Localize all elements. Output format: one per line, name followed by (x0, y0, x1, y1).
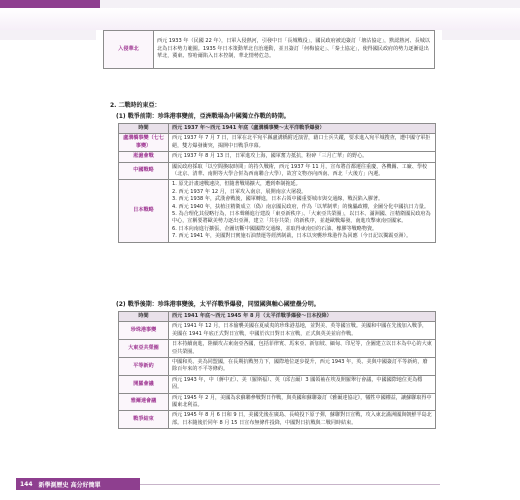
row-label: 大東亞共榮圈 (119, 340, 169, 358)
row-label: 戰爭結束 (119, 411, 169, 429)
list-item: 1. 原先計畫速戰速決，但隨著戰場擴大，遭到牽制拖延。 (172, 181, 301, 188)
table-row (119, 411, 436, 429)
document-page (96, 30, 442, 482)
part1-table (118, 123, 436, 243)
table-row (119, 322, 436, 340)
row-text: 西元 1937 年 8 月 13 日，日軍進攻上海，國軍奮力抵抗，粉碎「三月亡華」的野心。 (169, 152, 436, 162)
row-list (169, 180, 436, 242)
table-row (119, 393, 436, 411)
page-number: 144 (20, 480, 33, 488)
table-row (119, 358, 436, 376)
header-label: 時間 (119, 124, 169, 134)
list-item: 5. 為合理化其侵略行為，日本聲稱進行建設「東亞新秩序」、「大東亞共榮圈」，以日本、滿洲國、汪精衛國民政府為中心，宣稱要將歐美勢力逐出亞洲，建立「共存共榮」的新秩序，並趁歐戰爆發，南進攻擊東南亞國家。 (172, 211, 431, 225)
table-row (119, 180, 436, 242)
book-title: 新學測歷史 高分好簡單 (38, 481, 101, 489)
row-text: 國民政府採取「以空間換取時間」的持久戰術，西元 1937 年 11 月，宣布將首都遷往重慶，各機關、工廠、學校（北京、清華、南開等大學合併為西南聯合大學），故宮文物亦向西南、西北「大後方」內遷。 (169, 162, 436, 180)
row-label: 雅爾達會議 (119, 393, 169, 411)
table-row (119, 375, 436, 393)
row-text: 西元 1945 年 2 月，美國為求蘇聯參戰對日作戰，與英國和蘇聯簽訂《雅爾達協定》，犧牲中國權益，讓蘇聯取得中國東北利益。 (169, 393, 436, 411)
header-label: 時間 (119, 312, 169, 322)
list-item: 7. 西元 1941 年，美國對日實施石油禁運等經濟制裁，日本以突襲珍珠港作為回應（今日記以獨霸亞洲）。 (172, 233, 412, 240)
row-text: 西元 1943 年，中（蔣中正）、美（羅斯福）、英（邱吉爾）3 國領袖在埃及開羅舉行會議，中國國際地位更為穩固。 (169, 375, 436, 393)
table-header-row (119, 124, 436, 134)
part2-heading: (2) 戰爭後期：珍珠港事變後，太平洋戰爭爆發，同盟國與軸心國壁壘分明。 (116, 301, 320, 308)
list-item: 2. 西元 1937 年 12 月，日軍攻入南京，展開南京大屠殺。 (172, 188, 307, 195)
list-item: 6. 日本向南進行擴張，企圖切斷中國國際交通線，並取得東南亞的石油、橡膠等戰略物資。 (172, 225, 378, 232)
table-header-row (119, 312, 436, 322)
page-footer (16, 478, 140, 490)
part2-table (118, 311, 436, 429)
row-text: 西元 1945 年 8 月 6 日和 9 日，美國先後在廣島、長崎投下原子彈，蘇聯對日宣戰，攻入東北滿洲國與朝鮮半島北部。日本隨後於同年 8 月 15 日宣布無條件投降，中國對日抗戰與二戰同時結束。 (169, 411, 436, 429)
list-item: 3. 西元 1938 年，武漢會戰後，國軍轉進，日本占領中國重要城市與交通線，戰況陷入膠著。 (172, 196, 384, 203)
row-label: 盧溝橋事變（七七事變） (119, 134, 169, 152)
table-row (119, 134, 436, 152)
header-value: 西元 1941 年底～西元 1945 年 8 月（太平洋戰爭爆發～日本投降） (169, 312, 436, 322)
row-text: 中國和英、美為同盟國，在長期抗戰努力下，國際地位逐步提升，西元 1943 年，英、美與中國簽訂平等新約，廢除百年來的不平等條約。 (169, 358, 436, 376)
row-label: 日本戰略 (119, 180, 169, 242)
section-title: 2. 二戰時的東亞： (110, 102, 161, 109)
row-label: 淞滬會戰 (119, 152, 169, 162)
row-label: 平等新約 (119, 358, 169, 376)
table-row (119, 340, 436, 358)
table-row (119, 152, 436, 162)
table-row (104, 31, 435, 69)
part1-heading: (1) 戰爭前期：珍珠港事變前，亞洲戰場為中國獨立作戰的時期。 (116, 113, 290, 120)
row-text: 日本持續南進，陸續攻占東南亞各國，包括菲律賓、馬來亞、新加坡、緬甸、印尼等，企圖建立以日本為中心的大東亞共榮圈。 (169, 340, 436, 358)
footer-divider (140, 484, 440, 485)
intro-table (103, 30, 435, 69)
row-label: 開羅會議 (119, 375, 169, 393)
table-row (119, 162, 436, 180)
row-label: 中國戰略 (119, 162, 169, 180)
row-label: 珍珠港事變 (119, 322, 169, 340)
header-value: 西元 1937 年～西元 1941 年底（盧溝橋事變～太平洋戰爭爆發） (169, 124, 436, 134)
strategy-list (172, 181, 432, 240)
row-text: 西元 1933 年（民國 22 年），日軍入侵熱河，引發中日「長城戰役」，國民政府被迫簽訂「塘沽協定」，默認熱河、長城以北為日本勢力範圍。1935 年日本策動華北自治運動，並且簽訂「何梅協定」、「秦土協定」，使得國民政府的勢力逐漸退出華北，冀東、察哈爾陷入日本控制，華北情勢危急。 (154, 31, 435, 69)
row-label: 入侵華北 (104, 31, 154, 69)
row-text: 西元 1937 年 7 月 7 日，日軍在北平宛平縣盧溝橋附近演習，藉口士兵失蹤，要求進入宛平城搜查，遭中國守軍拒絕，雙方爆發衝突，揭開中日戰爭序幕。 (169, 134, 436, 152)
accent-bar (0, 0, 100, 8)
list-item: 4. 西元 1940 年，扶植汪精衛成立（偽）南京國民政府，作為「以華制華」的傀儡政權，企圖分化中國抗日力量。 (172, 203, 429, 210)
row-text: 西元 1941 年 12 月，日本偷襲美國在夏威夷的珍珠港基地，並對美、英等國宣戰。美國和中國在先後加入戰爭，美國在 1941 年底正式對日宣戰，中國於次日對日本宣戰，正式與英美並肩作戰。 (169, 322, 436, 340)
